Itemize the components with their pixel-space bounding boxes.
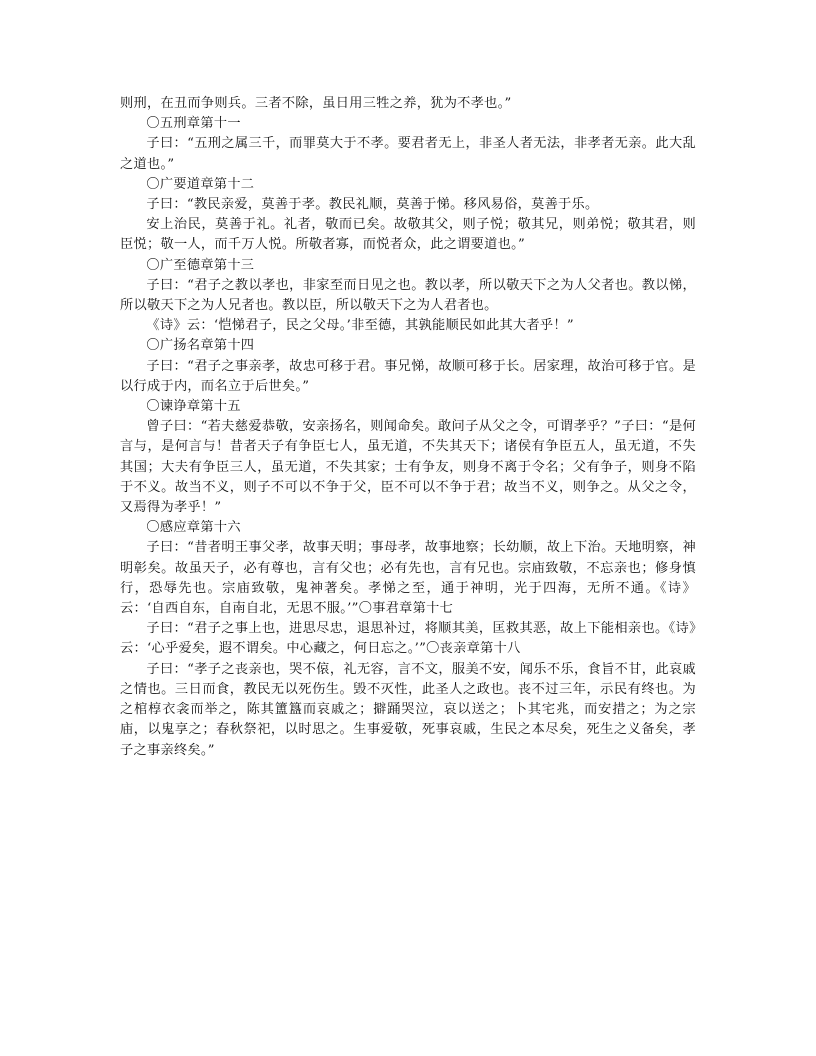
paragraph: 《诗》云：‘恺悌君子，民之父母。’非至德，其孰能顺民如此其大者乎！” [146,318,574,334]
document-body [120,94,696,761]
chapter-heading-11: 〇五刑章第十一 [146,116,241,132]
paragraph: 安上治民，莫善于礼。礼者，敬而已矣。故敬其父，则子悦；敬其兄，则弟悦；敬其君，则臣悦；敬一人，而千万人悦。所敬者寡，而悦者众，此之谓要道也。” [120,217,696,253]
chapter-heading-13: 〇广至德章第十三 [146,257,255,273]
paragraph: 子曰：“君子之事亲孝，故忠可移于君。事兄悌，故顺可移于长。居家理，故治可移于官。是以行成于内，而名立于后世矣。” [120,358,696,394]
paragraph: 曾子曰：“若夫慈爱恭敬，安亲扬名，则闻命矣。敢问子从父之令，可谓孝乎？”子曰：“是何言与，是何言与！昔者天子有争臣七人，虽无道，不失其天下；诸侯有争臣五人，虽无道，不失其国；大夫有争臣三人，虽无道，不失其家；士有争友，则身不离于令名；父有争子，则身不陷于不义。故当不义，则子不可以不争于父，臣不可以不争于君；故当不义，则争之。从父之令，又焉得为孝乎！” [120,419,696,516]
paragraph: 子曰：“君子之事上也，进思尽忠，退思补过，将顺其美，匡救其恶，故上下能相亲也。《诗》云：‘心乎爱矣，遐不谓矣。中心藏之，何日忘之。’”〇丧亲章第十八 [120,621,696,657]
chapter-heading-16: 〇感应章第十六 [146,520,241,536]
paragraph: 子曰：“昔者明王事父孝，故事天明；事母孝，故事地察；长幼顺，故上下治。天地明察，神明彰矣。故虽天子，必有尊也，言有父也；必有先也，言有兄也。宗庙致敬，不忘亲也；修身慎行，恐辱先也。宗庙致敬，鬼神著矣。孝悌之至，通于神明，光于四海，无所不通。《诗》云：‘自西自东，自南自北，无思不服。’”〇事君章第十七 [120,540,696,617]
paragraph: 子曰：“孝子之丧亲也，哭不偯，礼无容，言不文，服美不安，闻乐不乐，食旨不甘，此哀戚之情也。三日而食，教民无以死伤生。毁不灭性，此圣人之政也。丧不过三年，示民有终也。为之棺椁衣衾而举之，陈其簠簋而哀戚之；擗踊哭泣，哀以送之；卜其宅兆，而安措之；为之宗庙，以鬼享之；春秋祭祀，以时思之。生事爱敬，死事哀戚，生民之本尽矣，死生之义备矣，孝子之事亲终矣。” [120,661,696,758]
chapter-heading-12: 〇广要道章第十二 [146,176,255,192]
paragraph-continuation: 则刑，在丑而争则兵。三者不除，虽日用三牲之养，犹为不孝也。” [120,96,512,111]
chapter-heading-15: 〇谏诤章第十五 [146,399,241,415]
paragraph: 子曰：“五刑之属三千，而罪莫大于不孝。要君者无上，非圣人者无法，非孝者无亲。此大乱之道也。” [120,136,696,172]
paragraph: 子曰：“君子之教以孝也，非家至而日见之也。教以孝，所以敬天下之为人父者也。教以悌，所以敬天下之为人兄者也。教以臣，所以敬天下之为人君者也。 [120,277,696,314]
paragraph: 子曰：“教民亲爱，莫善于孝。教民礼顺，莫善于悌。移风易俗，莫善于乐。 [146,197,599,213]
chapter-heading-14: 〇广扬名章第十四 [146,338,255,354]
